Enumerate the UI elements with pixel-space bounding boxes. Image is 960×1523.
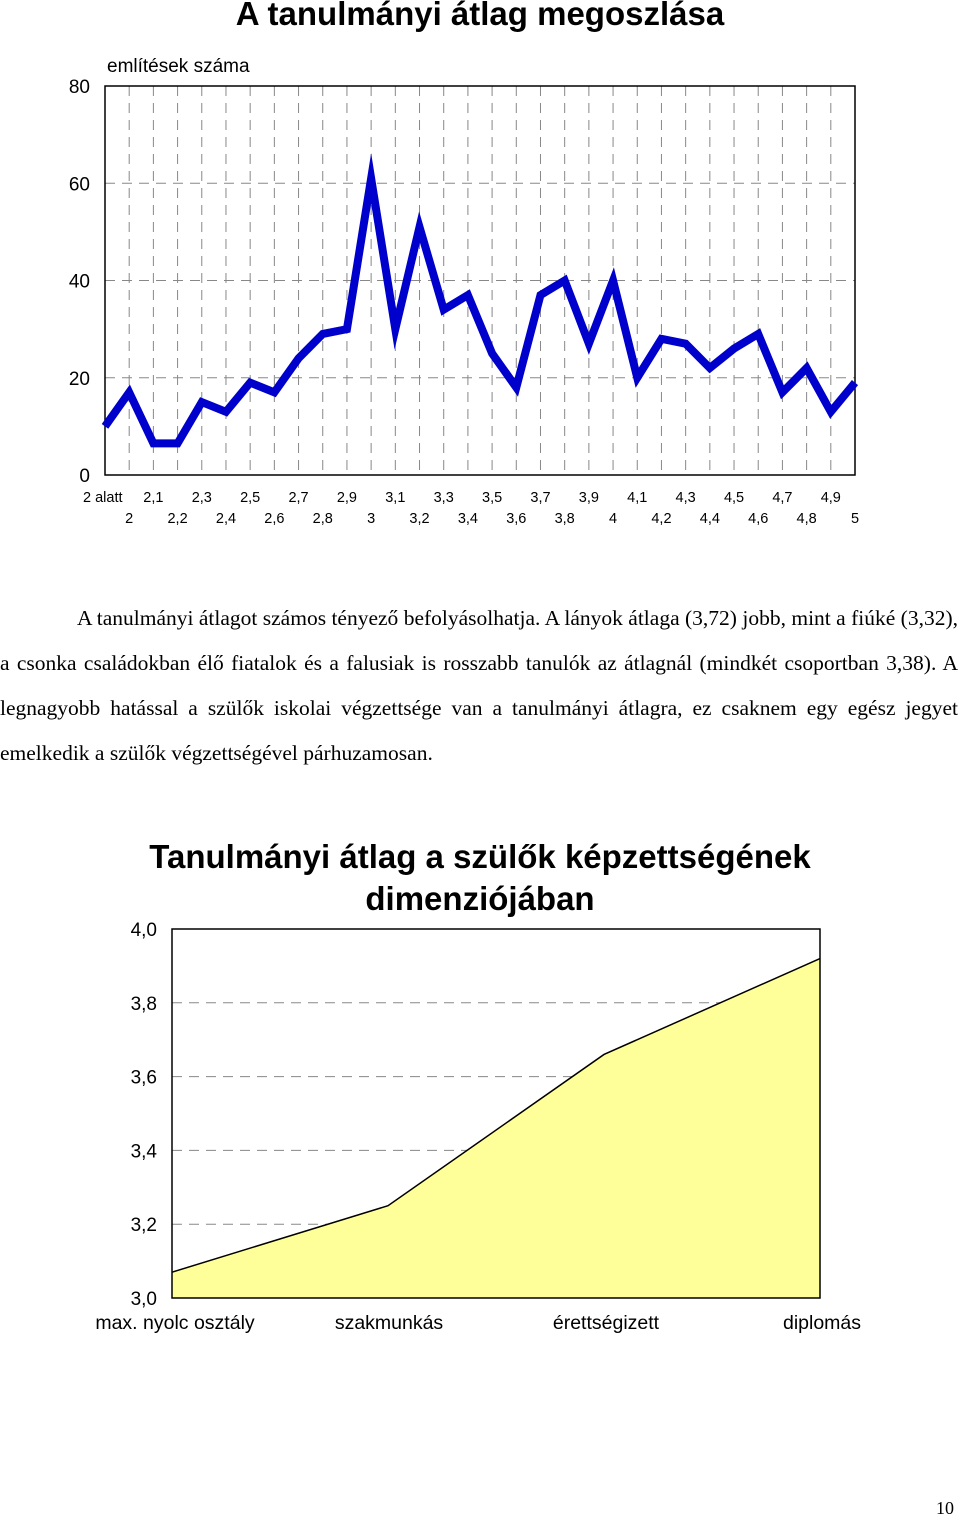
chart2-x-tick-label: diplomás (782, 1312, 862, 1334)
chart1-x-tick-label: 3,9 (578, 490, 599, 506)
chart2-title: Tanulmányi átlag a szülők képzettségének dimenziójában (149, 838, 811, 917)
chart1-y-axis-label: említések száma (107, 56, 250, 77)
chart1-x-tick-label: 4,8 (796, 511, 817, 527)
chart1-x-tick-label: 2,3 (191, 490, 212, 506)
chart1-x-tick-label: 4,9 (820, 490, 841, 506)
chart1-x-tick-label: 3,8 (554, 511, 575, 527)
chart1-x-tick-label: 3,7 (530, 490, 551, 506)
chart1-x-tick-label: 4,2 (651, 511, 672, 527)
chart1-x-tick-label: 5 (850, 511, 860, 527)
chart1-x-tick-label: 2 (125, 511, 134, 527)
chart1-x-tick-label: 4,1 (627, 490, 648, 506)
chart2-y-tick-label: 3,2 (130, 1215, 157, 1237)
chart1-x-tick-label: 2,1 (143, 490, 164, 506)
chart2-x-tick-label: érettségizett (552, 1312, 660, 1334)
page-number: 10 (936, 1498, 954, 1518)
chart1-y-tick-label: 80 (68, 77, 90, 98)
chart2-x-tick-label: szakmunkás (334, 1312, 444, 1334)
chart1-x-tick-label: 4,7 (772, 490, 793, 506)
chart2-y-tick-label: 3,0 (130, 1289, 157, 1310)
chart1-x-tick-label: 2,6 (264, 511, 285, 527)
chart1-x-tick-label: 3,4 (457, 511, 478, 527)
body-paragraph: A tanulmányi átlagot számos tényező befolyásolhatja. A lányok átlaga (3,72) jobb, mint a fiúké (3,32), a csonka családokban élő fiatalok és a falusiak is rosszabb tanulók az átlagnál (mindkét csoportban 3,38). A legnagyobb hatással a szülők iskolai végzettsége van a tanulmányi átlagra, ez csaknem egy egész jegyet emelkedik a szülők végzettségével párhuzamosan. (0, 606, 958, 765)
chart1-x-tick-label: 4 (609, 511, 618, 527)
chart1-title: A tanulmányi átlag megoszlása (235, 0, 725, 32)
chart1-x-tick-label: 3,3 (433, 490, 454, 506)
chart1-x-tick-label: 2,8 (312, 511, 333, 527)
chart1-y-tick-label: 60 (68, 174, 90, 196)
chart1-x-tick-label: 2,2 (167, 511, 188, 527)
chart1-x-tick-label: 3 (367, 511, 376, 527)
chart1-x-tick-label: 2,4 (215, 511, 237, 527)
chart1-x-tick-label: 2 alatt (83, 490, 123, 506)
chart1-x-tick-label: 4,4 (699, 511, 720, 527)
chart2-y-tick-label: 3,6 (130, 1067, 157, 1089)
chart1-x-tick-label: 4,3 (675, 490, 696, 506)
chart2-area-fill (172, 959, 820, 1298)
chart1-x-tick-label: 3,5 (482, 490, 503, 506)
chart2-y-tick-label: 3,4 (130, 1141, 157, 1163)
chart1-x-tick-label: 2,5 (240, 490, 261, 506)
chart1-x-tick-label: 2,9 (336, 490, 358, 506)
chart1-x-tick-label: 3,2 (409, 511, 430, 527)
chart1-x-tick-label: 3,1 (385, 490, 406, 506)
chart1-x-tick-label: 2,7 (288, 490, 309, 506)
chart2-y-tick-label: 4,0 (130, 920, 157, 941)
chart2-y-tick-label: 3,8 (130, 993, 157, 1015)
chart1-x-tick-label: 4,5 (723, 490, 745, 506)
chart2-x-tick-label: max. nyolc osztály (95, 1312, 255, 1334)
chart1-y-tick-label: 0 (79, 466, 90, 487)
chart1-x-tick-label: 4,6 (748, 511, 769, 527)
chart1-y-tick-label: 40 (68, 271, 90, 293)
chart1-x-tick-label: 3,6 (506, 511, 527, 527)
chart1-y-tick-label: 20 (68, 368, 90, 390)
